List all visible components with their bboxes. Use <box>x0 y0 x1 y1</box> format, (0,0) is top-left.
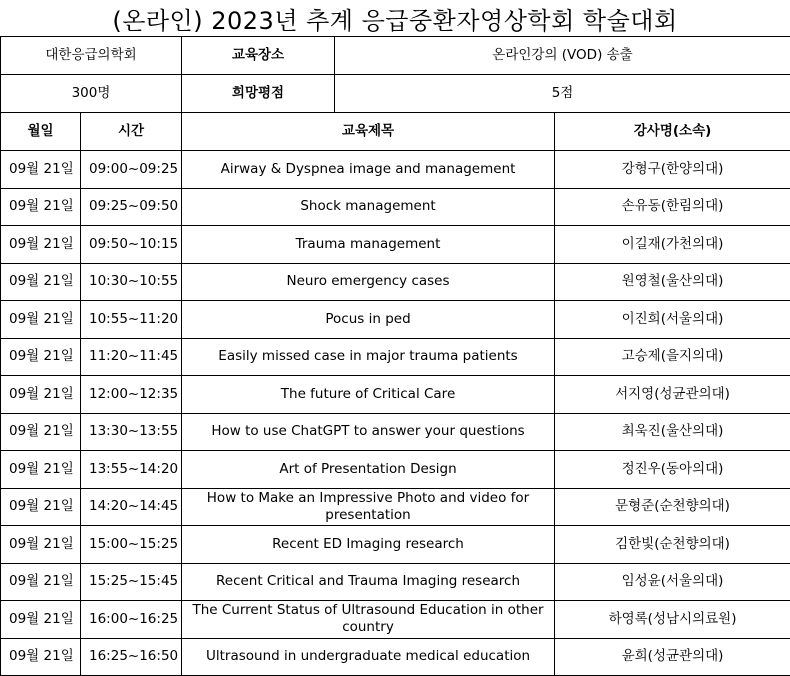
schedule-rows <box>1 151 790 676</box>
time-cell: 09:00~09:25 <box>81 151 182 189</box>
header-speaker: 강사명(소속) <box>555 113 790 151</box>
header-time: 시간 <box>81 113 182 151</box>
time-cell: 14:20~14:45 <box>81 488 182 526</box>
table-row <box>1 376 790 414</box>
info-row-1 <box>1 37 790 75</box>
time-cell: 12:00~12:35 <box>81 376 182 414</box>
time-cell: 16:00~16:25 <box>81 601 182 639</box>
speaker-cell: 임성윤(서울의대) <box>555 563 790 601</box>
table-row <box>1 638 790 676</box>
speaker-cell: 서지영(성균관의대) <box>555 376 790 414</box>
date-cell: 09월 21일 <box>1 188 81 226</box>
speaker-cell: 최욱진(울산의대) <box>555 413 790 451</box>
time-cell: 09:50~10:15 <box>81 226 182 264</box>
speaker-cell: 정진우(동아의대) <box>555 451 790 489</box>
table-row <box>1 188 790 226</box>
topic-cell: Recent Critical and Trauma Imaging research <box>182 563 555 601</box>
date-cell: 09월 21일 <box>1 151 81 189</box>
table-row <box>1 413 790 451</box>
time-cell: 10:30~10:55 <box>81 263 182 301</box>
schedule-table <box>0 36 790 676</box>
date-cell: 09월 21일 <box>1 301 81 339</box>
time-cell: 15:25~15:45 <box>81 563 182 601</box>
table-row <box>1 563 790 601</box>
date-cell: 09월 21일 <box>1 488 81 526</box>
speaker-cell: 이길재(가천의대) <box>555 226 790 264</box>
date-cell: 09월 21일 <box>1 263 81 301</box>
date-cell: 09월 21일 <box>1 376 81 414</box>
table-row <box>1 301 790 339</box>
points-label: 희망평점 <box>182 75 335 113</box>
topic-cell: How to use ChatGPT to answer your questions <box>182 413 555 451</box>
page-title: (온라인) 2023년 추계 응급중환자영상학회 학술대회 <box>112 6 678 35</box>
topic-cell: Neuro emergency cases <box>182 263 555 301</box>
points-value: 5점 <box>335 75 790 113</box>
header-topic: 교육제목 <box>182 113 555 151</box>
date-cell: 09월 21일 <box>1 226 81 264</box>
time-cell: 09:25~09:50 <box>81 188 182 226</box>
topic-cell: Pocus in ped <box>182 301 555 339</box>
table-row <box>1 151 790 189</box>
table-row <box>1 338 790 376</box>
table-row <box>1 226 790 264</box>
date-cell: 09월 21일 <box>1 601 81 639</box>
time-cell: 10:55~11:20 <box>81 301 182 339</box>
capacity-cell: 300명 <box>1 75 182 113</box>
speaker-cell: 문형준(순천향의대) <box>555 488 790 526</box>
table-row <box>1 526 790 564</box>
speaker-cell: 김한빛(순천향의대) <box>555 526 790 564</box>
speaker-cell: 윤희(성균관의대) <box>555 638 790 676</box>
topic-cell: Airway & Dyspnea image and management <box>182 151 555 189</box>
date-cell: 09월 21일 <box>1 526 81 564</box>
time-cell: 15:00~15:25 <box>81 526 182 564</box>
speaker-cell: 이진희(서울의대) <box>555 301 790 339</box>
date-cell: 09월 21일 <box>1 413 81 451</box>
time-cell: 13:30~13:55 <box>81 413 182 451</box>
topic-cell: The future of Critical Care <box>182 376 555 414</box>
venue-value: 온라인강의 (VOD) 송출 <box>335 37 790 75</box>
table-row <box>1 601 790 639</box>
date-cell: 09월 21일 <box>1 338 81 376</box>
topic-cell: Easily missed case in major trauma patients <box>182 338 555 376</box>
topic-cell: Shock management <box>182 188 555 226</box>
time-cell: 11:20~11:45 <box>81 338 182 376</box>
topic-cell: How to Make an Impressive Photo and video for presentation <box>182 488 555 526</box>
table-row <box>1 263 790 301</box>
time-cell: 13:55~14:20 <box>81 451 182 489</box>
topic-cell: Trauma management <box>182 226 555 264</box>
speaker-cell: 하영록(성남시의료원) <box>555 601 790 639</box>
speaker-cell: 원영철(울산의대) <box>555 263 790 301</box>
date-cell: 09월 21일 <box>1 451 81 489</box>
topic-cell: Recent ED Imaging research <box>182 526 555 564</box>
topic-cell: Art of Presentation Design <box>182 451 555 489</box>
header-row <box>1 113 790 151</box>
topic-cell: Ultrasound in undergraduate medical education <box>182 638 555 676</box>
info-row-2 <box>1 75 790 113</box>
topic-cell: The Current Status of Ultrasound Education in other country <box>182 601 555 639</box>
speaker-cell: 고승제(을지의대) <box>555 338 790 376</box>
date-cell: 09월 21일 <box>1 563 81 601</box>
time-cell: 16:25~16:50 <box>81 638 182 676</box>
organizer-cell: 대한응급의학회 <box>1 37 182 75</box>
speaker-cell: 강형구(한양의대) <box>555 151 790 189</box>
venue-label: 교육장소 <box>182 37 335 75</box>
speaker-cell: 손유동(한림의대) <box>555 188 790 226</box>
table-row <box>1 488 790 526</box>
header-date: 월일 <box>1 113 81 151</box>
table-row <box>1 451 790 489</box>
date-cell: 09월 21일 <box>1 638 81 676</box>
